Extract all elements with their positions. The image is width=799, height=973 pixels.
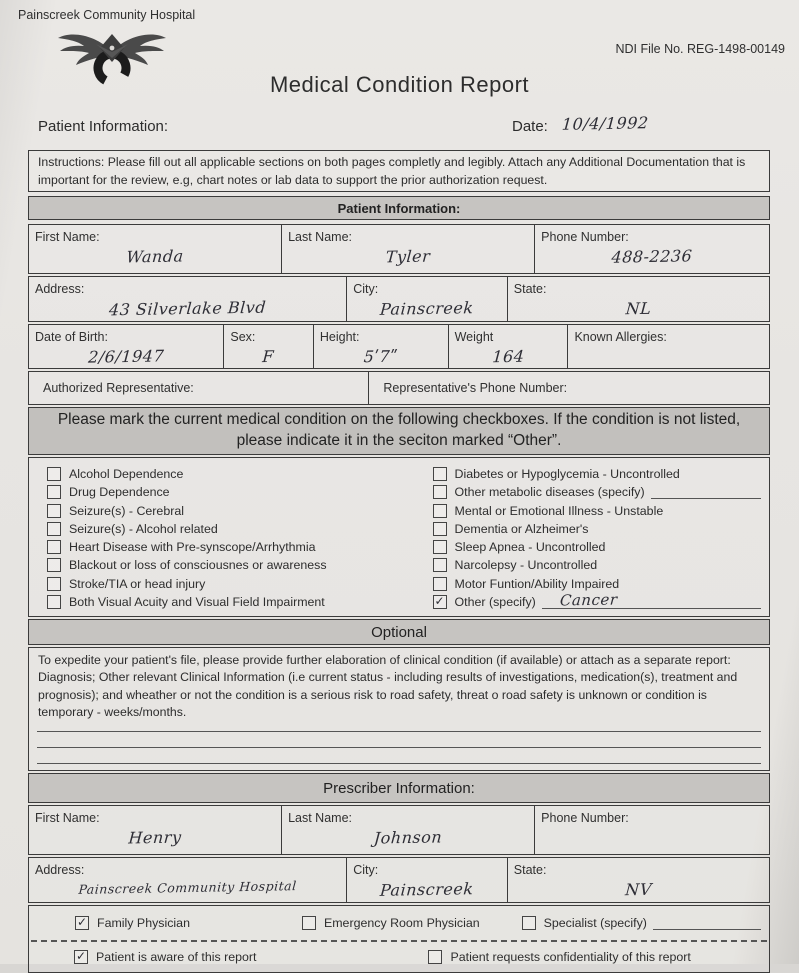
condition-right-6-checkbox [433,577,447,591]
condition-left-7 [47,593,433,611]
instructions-box: Instructions: Please fill out all applicable sections on both pages completly and legibly. Attach any Additional Documentation that is important for the review, e.g, chart notes or lab data to support the prior authorization request. [28,150,770,192]
condition-right-1-checkbox [433,485,447,499]
patient-address-row [28,276,770,322]
condition-left-5-label: Blackout or loss of consciousnes or awareness [69,558,327,573]
physician-type-0-checkbox-checked: ✓ [76,915,88,929]
prescriber-first-name-label: First Name: [35,811,100,825]
prescriber-name-row [28,805,770,855]
patient-dob-field [29,325,224,369]
patient-weight-field [449,325,569,369]
physician-type-2-specify-line [653,916,761,930]
prescriber-phone-value [541,826,763,830]
condition-left-0-checkbox [47,467,61,481]
report-footer-1-label: Patient requests confidentiality of this report [450,950,691,964]
report-footer-1 [428,948,690,966]
prescriber-city-value: Painscreek [379,879,475,900]
condition-right-7 [433,590,761,611]
first-name-value: Wanda [125,246,185,267]
prescriber-last-name-field [282,806,535,854]
patient-first-name-field [29,225,282,273]
condition-right-3-checkbox [433,522,447,536]
height-label: Height: [319,330,360,344]
phone-label: Phone Number: [541,230,629,244]
document-title: Medical Condition Report [269,72,530,97]
patient-allergies-field [568,325,769,369]
report-footer-0-checkbox-checked: ✓ [75,949,87,963]
condition-right-7-specify-value: Cancer [559,590,618,610]
sex-value: F [262,346,276,367]
prescriber-type-and-footer-box [28,905,770,973]
date-handwritten-value: 10/4/1992 [561,113,650,134]
prescriber-city-label: City: [353,863,379,877]
patient-phone-field [535,225,769,273]
height-value: 5ʹ7ʺ [362,346,399,367]
checkbox-instruction-band: Please mark the current medical condition on the following checkboxes. If the condition is not listed, please indicate it in the seciton marked “Other”. [28,407,770,455]
prescriber-state-value: NV [624,879,653,900]
condition-right-0-checkbox [433,467,447,481]
condition-left-3-checkbox [47,522,61,536]
condition-right-1-specify-line [651,485,761,499]
prescriber-section-header: Prescriber Information: [28,773,770,803]
condition-left-6 [47,575,433,593]
patient-height-field [314,325,449,369]
last-name-label: Last Name: [288,230,352,244]
weight-value: 164 [491,346,525,367]
allergies-label: Known Allergies: [574,330,667,344]
dob-value: 2/6/1947 [87,346,165,367]
patient-sex-field [224,325,314,369]
condition-right-0-label: Diabetes or Hypoglycemia - Uncontrolled [454,467,680,481]
optional-section-text: To expedite your patient's file, please provide further elaboration of clinical condition (if available) or attach as a separate report: Diagnosis; Other relevant Clinical Information (i.e current status - including results of investigations, medication(s), treatment and prognosis); and wheather or not the condition is a serious risk to road safety, threat o road safety is unknown or condition is temporary - weeks/months. [38,653,738,720]
condition-right-5 [433,556,761,574]
optional-write-line-2 [37,747,761,748]
optional-section-box [28,647,770,771]
weight-label: Weight [454,330,494,344]
condition-left-6-label: Stroke/TIA or head injury [69,576,206,591]
condition-left-6-checkbox [47,577,61,591]
optional-section-header: Optional [28,619,770,645]
condition-right-0 [433,465,761,483]
prescriber-last-name-label: Last Name: [288,811,352,825]
prescriber-last-name-value: Johnson [373,827,443,848]
patient-information-top-label: Patient Information: [38,118,169,135]
authorized-representative-field [29,372,369,404]
optional-write-line-1 [37,731,761,732]
physician-type-1-checkbox [302,916,316,930]
condition-right-3 [433,520,761,538]
condition-left-3-label: Seizure(s) - Alcohol related [69,521,218,536]
report-footer-0-label: Patient is aware of this report [96,950,257,964]
condition-right-2 [433,502,761,520]
state-label: State: [513,282,547,296]
form-body [28,150,770,973]
report-acknowledgement-row [29,942,769,972]
condition-right-6-label: Motor Funtion/Ability Impaired [454,576,620,591]
condition-left-0-label: Alcohol Dependence [69,467,184,481]
prescriber-address-value: Painscreek Community Hospital [77,878,298,897]
prescriber-first-name-value: Henry [127,827,183,848]
condition-left-4-label: Heart Disease with Pre-synscope/Arrhythmia [69,540,316,555]
condition-left-2-label: Seizure(s) - Cerebral [69,503,184,518]
physician-type-0-label: Family Physician [97,916,190,930]
patient-city-field [347,277,508,321]
conditions-right-column [433,465,761,611]
condition-left-1 [47,483,433,501]
patient-section-header: Patient Information: [28,196,770,220]
representative-phone-label: Representative's Phone Number: [383,381,568,395]
condition-right-5-checkbox [433,558,447,572]
patient-demographics-row [28,324,770,369]
condition-left-2 [47,502,433,520]
city-label: City: [353,282,379,296]
condition-right-7-specify-line [542,590,761,610]
date-label: Date: [512,118,548,135]
condition-right-4 [433,538,761,556]
prescriber-address-label: Address: [35,863,85,877]
report-footer-1-checkbox [428,950,442,964]
condition-left-1-checkbox [47,485,61,499]
condition-left-5 [47,556,433,574]
condition-left-0 [47,465,433,483]
physician-type-row [29,906,769,940]
prescriber-state-field [508,858,769,902]
city-value: Painscreek [379,298,475,319]
prescriber-state-label: State: [513,863,547,877]
prescriber-phone-field [535,806,769,854]
address-value: 43 Silverlake Blvd [108,297,267,320]
condition-left-7-label: Both Visual Acuity and Visual Field Impairment [69,594,325,609]
condition-right-4-checkbox [433,540,447,554]
condition-right-7-checkbox-checked: ✓ [434,593,445,608]
prescriber-city-field [347,858,508,902]
first-name-label: First Name: [35,230,100,244]
condition-right-1 [433,483,761,501]
physician-type-2-checkbox [522,916,536,930]
prescriber-phone-label: Phone Number: [541,811,629,825]
condition-right-4-label: Sleep Apnea - Uncontrolled [454,540,606,555]
condition-left-1-label: Drug Dependence [69,485,170,500]
patient-address-field [29,277,347,321]
authorized-representative-row [28,371,770,405]
patient-name-row [28,224,770,274]
condition-left-3 [47,520,433,538]
condition-left-2-checkbox [47,504,61,518]
phone-value: 488-2236 [611,246,694,267]
optional-write-line-3 [37,763,761,764]
condition-right-2-checkbox [433,504,447,518]
condition-left-4 [47,538,433,556]
condition-right-7-label: Other (specify) [454,594,536,609]
patient-last-name-field [282,225,535,273]
prescriber-first-name-field [29,806,282,854]
prescriber-address-row [28,857,770,903]
address-label: Address: [35,282,85,296]
physician-type-2 [522,916,761,930]
condition-left-7-checkbox [47,595,61,609]
condition-left-5-checkbox [47,558,61,572]
patient-state-field [508,277,769,321]
allergies-value [574,345,763,348]
state-value: NL [624,298,652,319]
condition-right-2-label: Mental or Emotional Illness - Unstable [454,503,664,518]
prescriber-address-field [29,858,347,902]
physician-type-1 [302,916,480,930]
condition-right-1-label: Other metabolic diseases (specify) [454,485,645,500]
report-footer-0 [74,948,256,966]
authorized-representative-label: Authorized Representative: [43,381,194,395]
conditions-checkbox-box [28,457,770,617]
hospital-name: Painscreek Community Hospital [18,8,196,22]
condition-right-3-label: Dementia or Alzheimer's [454,521,589,536]
sex-label: Sex: [230,330,256,344]
condition-right-5-label: Narcolepsy - Uncontrolled [454,558,598,573]
physician-type-2-label: Specialist (specify) [543,916,647,930]
conditions-left-column [47,465,433,611]
condition-left-4-checkbox [47,540,61,554]
last-name-value: Tyler [385,246,432,267]
dob-label: Date of Birth: [35,330,108,344]
physician-type-1-label: Emergency Room Physician [323,916,480,930]
representative-phone-field [369,372,769,404]
ndi-file-number: NDI File No. REG-1498-00149 [615,42,785,56]
physician-type-0 [75,916,190,930]
